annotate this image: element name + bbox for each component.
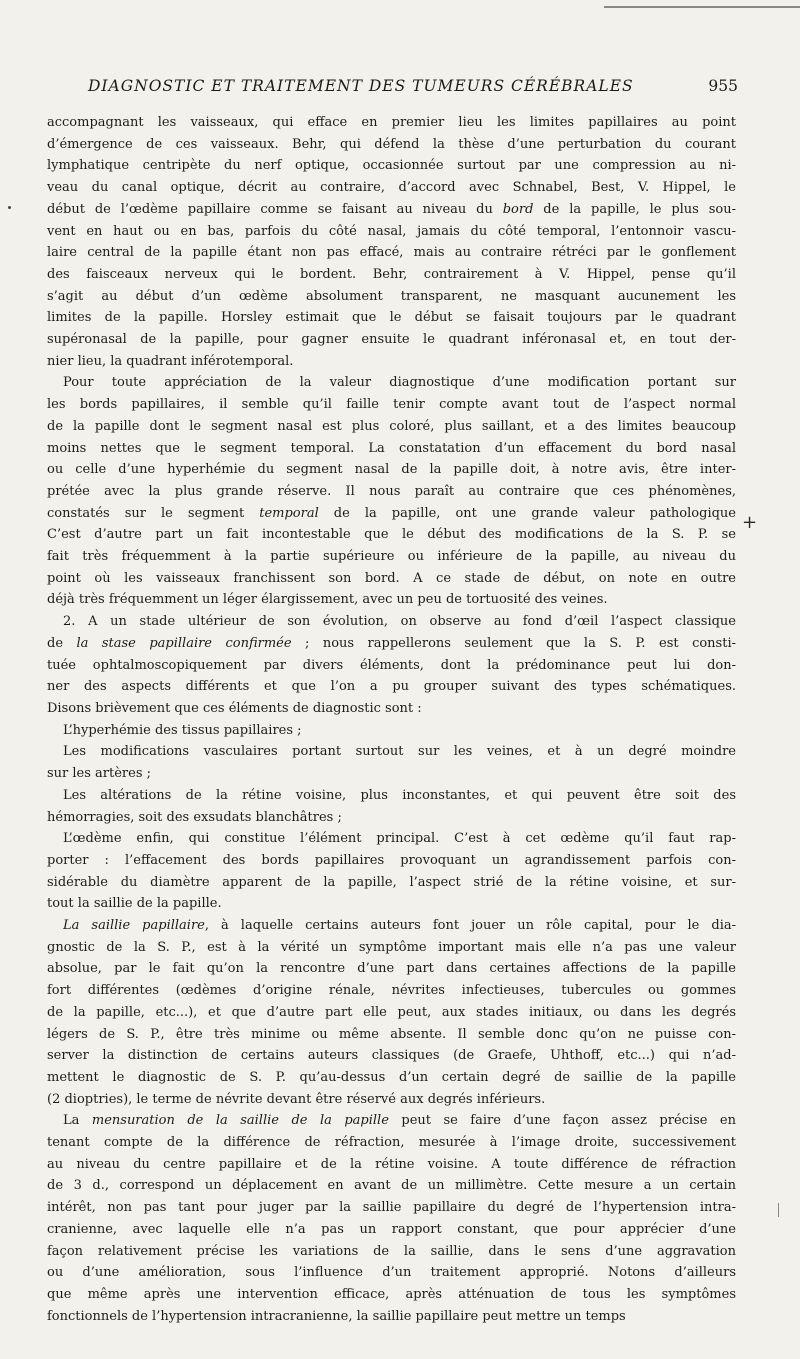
text-line: gnostic de la S. P., est à la vérité un symptôme important mais elle n’a pas une valeur [47,939,736,955]
text-line: les bords papillaires, il semble qu’il faille tenir compte avant tout de l’aspect normal [47,397,736,413]
text-line: tuée ophtalmoscopiquement par divers éléments, dont la prédominance peut lui don- [47,657,736,673]
text-line: Disons brièvement que ces éléments de diagnostic sont : [47,700,422,716]
text-line: hémorragies, soit des exsudats blanchâtres ; [47,809,342,825]
text-line: (2 dioptries), le terme de névrite devant être réservé aux degrés inférieurs. [47,1091,546,1107]
margin-tick-mark [778,1203,779,1217]
text-line: de la stase papillaire confirmée ; nous rappellerons seulement que la S. P. est consti- [47,635,736,651]
text-line: lymphatique centripète du nerf optique, occasionnée surtout par une compression au ni- [47,158,736,174]
text-line: vent en haut ou en bas, parfois du côté nasal, jamais du côté temporal, l’entonnoir vascu- [47,223,736,239]
text-line: déjà très fréquemment un léger élargissement, avec un peu de tortuosité des veines. [47,592,608,608]
text-line: sur les artères ; [47,766,152,782]
text-line: La saillie papillaire, à laquelle certains auteurs font jouer un rôle capital, pour le dia- [63,918,737,934]
text-line: ou celle d’une hyperhémie du segment nasal de la papille doit, à notre avis, être inter- [47,462,736,478]
text-line: tout la saillie de la papille. [47,896,222,912]
text-line: accompagnant les vaisseaux, qui efface en premier lieu les limites papillaires au point [47,115,736,130]
text-line: prétée avec la plus grande réserve. Il nous paraît au contraire que ces phénomènes, [47,483,736,499]
text-line: moins nettes que le segment temporal. La constatation d’un effacement du bord nasal [47,440,736,456]
text-line: façon relativement précise les variations de la saillie, dans le sens d’une aggravation [47,1243,736,1259]
text-line: d’émergence de ces vaisseaux. Behr, qui défend la thèse d’une perturbation du courant [47,136,736,152]
body-text [47,112,736,1327]
page-number: 955 [708,77,738,95]
top-edge-rule [604,6,800,8]
running-title: DIAGNOSTIC ET TRAITEMENT DES TUMEURS CÉRÉBRALES [88,77,634,95]
text-line: supéronasal de la papille, pour gagner ensuite le quadrant inféronasal et, en tout der- [47,332,736,348]
text-line: intérêt, non pas tant pour juger par la saillie papillaire du degré de l’hypertension intra- [47,1200,736,1216]
text-line: ner des aspects différents et que l’on a pu grouper suivant des types schématiques. [47,679,736,695]
text-line: C’est d’autre part un fait incontestable que le début des modifications de la S. P. se [47,527,736,543]
text-line: de 3 d., correspond un déplacement en avant de un millimètre. Cette mesure a un certain [47,1178,736,1194]
text-line: L’œdème enfin, qui constitue l’élément principal. C’est à cet œdème qu’il faut rap- [63,831,736,847]
text-line: cranienne, avec laquelle elle n’a pas un rapport constant, que pour apprécier d’une [47,1221,736,1237]
text-line: porter : l’effacement des bords papillaires provoquant un agrandissement parfois con- [47,852,736,868]
text-line: nier lieu, la quadrant inférotemporal. [47,353,294,369]
running-head [88,77,738,95]
text-line: fonctionnels de l’hypertension intracranienne, la saillie papillaire peut mettre un temps [47,1308,626,1324]
text-line: de la papille dont le segment nasal est plus coloré, plus saillant, et a des limites beaucoup [47,418,736,434]
text-line: limites de la papille. Horsley estimait que le début se faisait toujours par le quadrant [47,310,736,326]
text-line: absolue, par le fait qu’on la rencontre d’une part dans certaines affections de la papille [47,961,736,977]
text-line: début de l’œdème papillaire comme se faisant au niveau du bord de la papille, le plus sou- [47,201,736,217]
text-line: mettent le diagnostic de S. P. qu’au-dessus d’un certain degré de saillie de la papille [47,1069,736,1085]
text-line: de la papille, etc...), et que d’autre part elle peut, aux stades initiaux, ou dans les degrés [47,1004,736,1020]
text-line: 2. A un stade ultérieur de son évolution, on observe au fond d’œil l’aspect classique [63,614,736,630]
margin-speck [8,206,11,209]
text-line: légers de S. P., être très minime ou même absente. Il semble donc qu’on ne puisse con- [47,1026,736,1042]
text-line: L’hyperhémie des tissus papillaires ; [63,722,302,738]
text-line: fait très fréquemment à la partie supérieure ou inférieure de la papille, au niveau du [47,549,736,565]
text-line: au niveau du centre papillaire et de la rétine voisine. A toute différence de réfraction [47,1156,736,1172]
text-line: constatés sur le segment temporal de la papille, ont une grande valeur pathologique [47,505,736,521]
text-line: server la distinction de certains auteurs classiques (de Graefe, Uhthoff, etc...) qui n’ad- [47,1048,736,1064]
text-line: fort différentes (œdèmes d’origine rénale, névrites infectieuses, tubercules ou gommes [47,983,736,999]
text-line: tenant compte de la différence de réfraction, mesurée à l’image droite, successivement [47,1135,736,1151]
text-line: s’agit au début d’un œdème absolument transparent, ne masquant aucunement les [47,288,736,304]
text-line: ou d’une amélioration, sous l’influence d’un traitement approprié. Notons d’ailleurs [47,1265,736,1281]
text-line: des faisceaux nerveux qui le bordent. Behr, contrairement à V. Hippel, pense qu’il [47,266,736,282]
text-line: point où les vaisseaux franchissent son bord. A ce stade de début, on note en outre [47,570,736,586]
text-line: La mensuration de la saillie de la papille peut se faire d’une façon assez précise en [63,1113,736,1129]
text-line: laire central de la papille étant non pas effacé, mais au contraire rétréci par le gonflement [47,245,736,261]
text-line: sidérable du diamètre apparent de la papille, l’aspect strié de la rétine voisine, et sur- [47,874,736,890]
text-line: veau du canal optique, décrit au contraire, d’accord avec Schnabel, Best, V. Hippel, le [47,180,736,196]
margin-cross-mark: + [742,512,758,533]
text-line: Pour toute appréciation de la valeur diagnostique d’une modification portant sur [63,375,736,391]
text-line: Les altérations de la rétine voisine, plus inconstantes, et qui peuvent être soit des [63,787,736,803]
text-line: que même après une intervention efficace, après atténuation de tous les symptômes [47,1286,736,1302]
text-line: Les modifications vasculaires portant surtout sur les veines, et à un degré moindre [63,744,736,760]
